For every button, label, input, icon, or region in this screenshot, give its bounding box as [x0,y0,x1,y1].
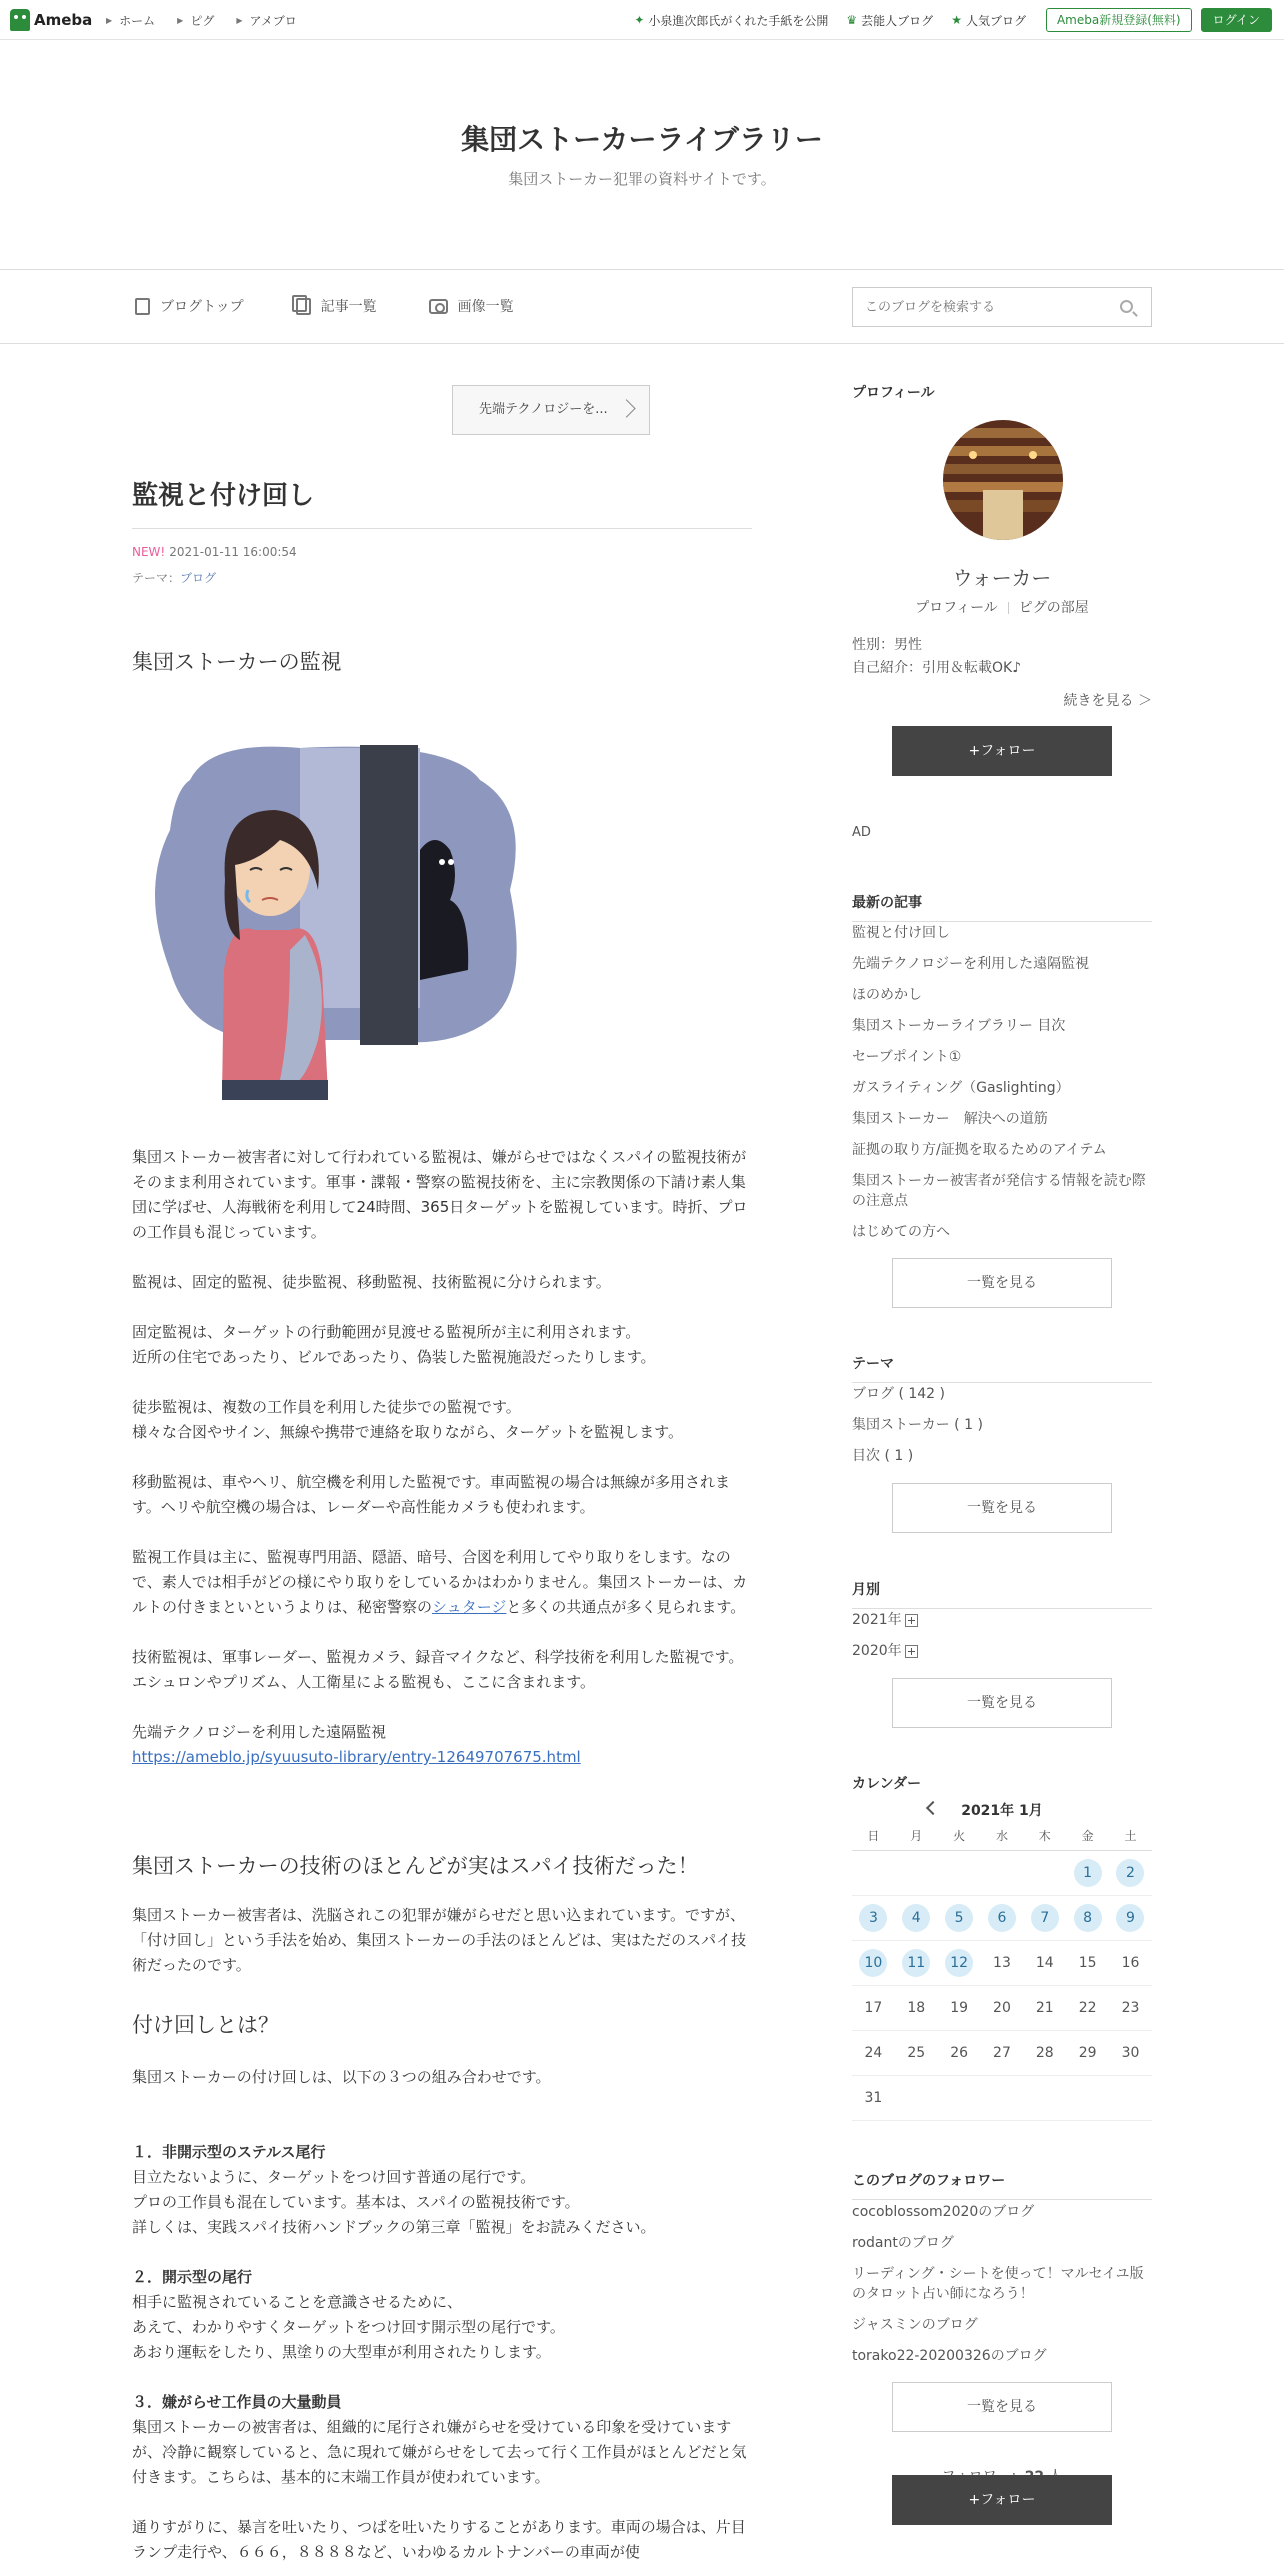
register-button[interactable]: Ameba新規登録(無料) [1046,8,1192,32]
calendar-day [852,2084,895,2112]
paragraph: 先端テクノロジーを利用した遠隔監視 [132,1723,387,1741]
calendar-week [852,1941,1152,1986]
calendar-day [1066,1994,1109,2022]
calendar-day [938,2082,981,2114]
follower-link[interactable]: torako22-20200326のブログ [852,2348,1047,2364]
calendar-day-number: 6 [988,1904,1016,1932]
paragraph: 集団ストーカーの付け回しは、以下の３つの組み合わせです。 [132,2068,551,2086]
weekday-label: 日 [867,1829,880,1843]
profile-gender: 性別：男性 [852,637,922,653]
triangle-icon: ▶ [177,15,184,25]
expand-icon[interactable] [905,1614,918,1627]
stasi-link[interactable]: シュタージ [432,1598,507,1616]
calendar-day [938,1994,981,2022]
theme-list [852,1384,1152,1477]
calendar-day [938,1857,981,1889]
nav-home[interactable] [106,12,155,29]
month-label: 2020年 [852,1643,902,1659]
calendar-day [938,2039,981,2067]
calendar-day [895,2039,938,2067]
profile-name[interactable]: ウォーカー [952,566,1052,590]
latest-see-all-button[interactable]: 一覧を見る [892,1258,1112,1308]
calendar-day-number: 7 [1031,1904,1059,1932]
sparkle-icon: ✦ [634,13,645,27]
calendar-day-number: 15 [1078,1955,1097,1971]
blog-description: 集団ストーカー犯罪の資料サイトです。 [508,170,776,188]
profile-avatar[interactable] [943,420,1063,540]
paragraph [132,1545,752,1620]
paragraph: 移動監視は、車やヘリ、航空機を利用した監視です。車両監視の場合は無線が多用されます。ヘリや航空機の場合は、レーダーや高性能カメラも使われます。 [132,1473,731,1516]
calendar-weekdays [852,1827,1152,1851]
calendar-day[interactable] [895,1949,938,1977]
entry-list-label: 記事一覧 [320,299,377,315]
calendar-day-number: 26 [950,2045,969,2061]
monthly-heading: 月別 [852,1579,1152,1609]
global-right-links [616,0,1272,40]
list-item-text: あおり運転をしたり、黒塗りの大型車が利用されたりします。 [132,2343,551,2361]
image-list-label: 画像一覧 [457,299,514,315]
entry-date: 2021-01-11 16:00:54 [169,545,297,559]
list-item-text: 目立たないように、ターゲットをつけ回す普通の尾行です。 [132,2168,536,2186]
calendar-day-number [945,1857,973,1885]
divider [1008,602,1009,614]
theme-item[interactable]: 目次 ( 1 ) [852,1448,914,1464]
calendar-day [1109,2082,1152,2114]
global-nav [106,0,319,40]
new-badge: NEW! [132,545,166,559]
calendar-day [852,1994,895,2022]
calendar-day-number: 21 [1035,2000,1054,2016]
paragraph: 近所の住宅であったり、ビルであったり、偽装した監視施設だったりします。 [132,1348,656,1366]
latest-entry-link[interactable]: セーブポイント① [852,1049,962,1065]
follower-link[interactable]: cocoblossom2020のブログ [852,2204,1035,2220]
calendar-day-number: 30 [1121,2045,1140,2061]
ad-label: AD [852,825,871,840]
calendar-day[interactable] [938,1949,981,1977]
global-header [0,0,1284,40]
profile-more-link[interactable]: 続きを見る ＞ [1063,693,1152,709]
calendar-day[interactable] [1109,1859,1152,1887]
nav-ameblo-label: アメブロ [249,13,297,28]
latest-entry-link[interactable]: ほのめかし [852,987,922,1003]
section-heading: 集団ストーカーの監視 [132,650,342,674]
theme-item[interactable]: 集団ストーカー ( 1 ) [852,1417,983,1433]
calendar-day-number [988,1857,1016,1885]
ameba-logo[interactable] [10,8,92,32]
calendar-day [852,2039,895,2067]
paragraph-text: 監視工作員は主に、監視専門用語、隠語、暗号、合図を利用してやり取りをします。なので、素人では相手がどの様にやり取りをしているかはわかりません。集団ストーカーは、カルトの付きまといというよりは、秘密警察の [132,1548,748,1616]
profile-info [852,634,1021,680]
calendar-day [1066,2039,1109,2067]
calendar-day-number: 2 [1116,1859,1144,1887]
calendar-day [852,1857,895,1889]
ameba-logo-icon [10,9,30,31]
list-item-text: 相手に監視されていることを意識させるために、 [132,2293,463,2311]
triangle-icon: ▶ [106,15,113,25]
calendar-day [1109,1994,1152,2022]
section-heading: 集団ストーカーの技術のほとんどが実はスパイ技術だった！ [132,1854,699,1878]
calendar-day-number: 18 [907,2000,926,2016]
calendar-day [981,1857,1024,1889]
calendar-day [981,1949,1024,1977]
calendar-day[interactable] [1066,1859,1109,1887]
calendar-day [1023,1994,1066,2022]
document-icon [135,298,150,315]
star-icon: ★ [951,13,962,27]
paragraph: 徒歩監視は、複数の工作員を利用した徒歩での監視です。 [132,1398,521,1416]
profile-link[interactable]: プロフィール [915,600,998,616]
weekday-label: 木 [1038,1829,1051,1843]
documents-icon [296,298,311,315]
list-item-text: あえて、わかりやすくターゲットをつけ回す開示型の尾行です。 [132,2318,565,2336]
image-list-link[interactable] [429,296,514,316]
list-item-text: プロの工作員も混在しています。基本は、スパイの監視技術です。 [132,2193,580,2211]
paragraph: 監視は、固定的監視、徒歩監視、移動監視、技術監視に分けられます。 [132,1273,611,1291]
follower-link[interactable]: rodantのブログ [852,2235,954,2251]
calendar-day-number [945,2082,973,2110]
calendar-day [981,2039,1024,2067]
nav-ameblo[interactable] [236,12,296,29]
calendar-day [1066,2082,1109,2114]
calendar-day-number: 31 [864,2090,883,2106]
expand-icon[interactable] [905,1645,918,1658]
entry-theme [132,569,216,586]
calendar-month: 2021年 1月 [961,1803,1043,1819]
paragraph: 集団ストーカー被害者に対して行われている監視は、嫌がらせではなくスパイの監視技術がそのまま利用されています。軍事・諜報・警察の監視技術を、主に宗教関係の下請け素人集団に学ばせ、人海戦術を利用して24時間、365日ターゲットを監視しています。時折、プロの工作員も混じっています。 [132,1148,748,1241]
crown-icon: ♛ [846,13,858,27]
profile-intro: 自己紹介：引用＆転載OK♪ [852,660,1022,676]
calendar-day-number [902,2082,930,2110]
calendar-day [895,1994,938,2022]
calendar-day-number: 20 [993,2000,1011,2016]
weekday-label: 土 [1124,1829,1137,1843]
calendar-day [1023,2039,1066,2067]
list-item-title: ３．嫌がらせ工作員の大量動員 [132,2393,342,2411]
paragraph-text: と多くの共通点が多く見られます。 [506,1598,746,1616]
calendar-day [1023,1857,1066,1889]
paragraph: 通りすがりに、暴言を吐いたり、つばを吐いたりすることがあります。車両の場合は、片目ランプ走行や、６６６，８８８８など、いわゆるカルトナンバーの車両が使 [132,2518,746,2561]
prev-entry-button[interactable]: 先端テクノロジーを... [452,385,650,435]
calendar-day-number: 28 [1035,2045,1054,2061]
calendar-day[interactable] [852,1904,895,1932]
month-label: 2021年 [852,1612,902,1628]
camera-icon [429,299,448,314]
paragraph: 技術監視は、軍事レーダー、監視カメラ、録音マイクなど、科学技術を利用した監視です。 [132,1648,744,1666]
calendar-day [1066,1949,1109,1977]
calendar-week [852,1986,1152,2031]
paragraph: エシュロンやプリズム、人工衛星による監視も、ここに含まれます。 [132,1673,596,1691]
calendar-week [852,2076,1152,2121]
month-item[interactable] [852,1610,1152,1630]
list-item-text: 詳しくは、実践スパイ技術ハンドブックの第三章「監視」をお読みください。 [132,2218,656,2236]
calendar-day-number: 11 [902,1949,930,1977]
stalked-woman-illustration [150,740,520,1110]
pig-room-link[interactable]: ピグの部屋 [1018,600,1089,616]
calendar-day-number: 12 [945,1949,973,1977]
latest-entry-link[interactable]: ガスライティング（Gaslighting） [852,1080,1070,1096]
entry-meta [132,545,297,559]
calendar-heading: カレンダー [852,1776,922,1792]
weekday-label: 火 [953,1829,966,1843]
calendar-day-number: 23 [1121,2000,1140,2016]
tailing-types-list [132,2140,752,2565]
latest-entry-link[interactable]: 先端テクノロジーを利用した遠隔監視 [852,956,1090,972]
latest-entry-link[interactable]: 集団ストーカー 解決への道筋 [852,1111,1048,1127]
calendar-day-number: 17 [864,2000,883,2016]
calendar-day[interactable] [852,1949,895,1977]
search-icon[interactable] [1120,300,1133,313]
calendar-day[interactable] [1066,1904,1109,1932]
calendar-day-number [988,2082,1016,2110]
calendar-day-number: 29 [1078,2045,1097,2061]
article-body [132,1145,752,1770]
paragraph: 集団ストーカー被害者は、洗脳されこの犯罪が嫌がらせだと思い込まれています。ですが、「付け回し」という手法を始め、集団ストーカーの手法のほとんどは、実はただのスパイ技術だったのです。 [132,1906,747,1974]
monthly-list [852,1610,1152,1672]
list-item-title: ２．開示型の尾行 [132,2268,253,2286]
calendar-day-number [902,1857,930,1885]
calendar-day-number [1031,2082,1059,2110]
calendar-day [981,1994,1024,2022]
theme-heading: テーマ [852,1353,1152,1383]
calendar-day [981,2082,1024,2114]
calendar-day-number [1116,2082,1144,2110]
blog-title[interactable]: 集団ストーカーライブラリー [461,123,823,156]
latest-entry-link[interactable]: 証拠の取り方/証拠を取るためのアイテム [852,1142,1107,1158]
follow-button[interactable]: +フォロー [892,726,1112,776]
calendar-day [1023,1949,1066,1977]
monthly-see-all-button[interactable]: 一覧を見る [892,1678,1112,1728]
triangle-icon: ▶ [236,15,243,25]
followers-list [852,2202,1152,2377]
featured-link[interactable] [634,12,828,29]
calendar-day-number: 25 [907,2045,926,2061]
section-heading: 付け回しとは？ [132,2013,279,2037]
calendar-day [895,1857,938,1889]
follower-link[interactable]: ジャスミンのブログ [852,2317,978,2333]
follower-link[interactable]: リーディング・シートを使って！マルセイユ版のタロット占い師になろう！ [852,2266,1144,2302]
calendar-day-number: 4 [902,1904,930,1932]
calendar-day-number: 22 [1078,2000,1097,2016]
followers-see-all-button[interactable]: 一覧を見る [892,2382,1112,2432]
theme-label: テーマ： [132,571,181,585]
profile-heading: プロフィール [852,385,935,401]
calendar-day-number [859,1857,887,1885]
list-item-text: 集団ストーカーの被害者は、組織的に尾行され嫌がらせを受けている印象を受けていますが、冷静に観察していると、急に現れて嫌がらせをして去って行く工作員がほとんどだと気付きます。こちらは、基本的に末端工作員が使われています。 [132,2418,747,2486]
popular-blog-label: 人気ブログ [965,13,1026,28]
calendar-week [852,1896,1152,1941]
search-input[interactable] [865,288,1105,326]
calendar-grid [852,1827,1152,2121]
entry-list-link[interactable] [296,296,377,316]
calendar-day [1023,2082,1066,2114]
calendar-week [852,1851,1152,1896]
calendar-day-number: 8 [1074,1904,1102,1932]
nav-pig[interactable] [177,12,214,29]
latest-entry-link[interactable]: はじめての方へ [852,1224,950,1240]
weekday-label: 月 [910,1829,923,1843]
calendar-day-number [1031,1857,1059,1885]
calendar-day-number: 1 [1074,1859,1102,1887]
related-entry-link[interactable]: https://ameblo.jp/syuusuto-library/entry-12649707675.html [132,1748,581,1766]
nav-pig-label: ピグ [190,13,215,28]
theme-link[interactable]: ブログ [180,571,217,585]
login-button[interactable]: ログイン [1201,8,1272,32]
weekday-label: 水 [995,1829,1008,1843]
latest-entries-list [852,923,1152,1253]
featured-link-label: 小泉進次郎氏がくれた手紙を公開 [648,13,829,28]
calendar-day-number: 10 [859,1949,887,1977]
list-item-title: １．非開示型のステルス尾行 [132,2143,326,2161]
blog-top-label: ブログトップ [160,299,244,315]
entry-title[interactable]: 監視と付け回し [132,475,752,529]
calendar-day[interactable] [981,1904,1024,1932]
calendar-day-number: 5 [945,1904,973,1932]
follow-button-bottom[interactable]: +フォロー [892,2475,1112,2525]
latest-entry-link[interactable]: 集団ストーカーライブラリー 目次 [852,1018,1066,1034]
paragraph: 固定監視は、ターゲットの行動範囲が見渡せる監視所が主に利用されます。 [132,1323,641,1341]
blog-search [852,287,1152,327]
ameba-logo-text: Ameba [34,11,93,29]
month-item[interactable] [852,1641,1152,1661]
profile-links [852,597,1152,617]
calendar-week [852,2031,1152,2076]
followers-heading: このブログのフォロワー [852,2170,1152,2200]
calendar-day-number: 14 [1035,1955,1054,1971]
calendar-day-number: 9 [1116,1904,1144,1932]
celebrity-blog-label: 芸能人ブログ [861,13,934,28]
latest-entry-link[interactable]: 集団ストーカー被害者が発信する情報を読む際の注意点 [852,1173,1146,1209]
blog-top-link[interactable] [135,296,244,316]
calendar-day-number: 3 [859,1904,887,1932]
latest-entries-heading: 最新の記事 [852,892,1152,922]
theme-see-all-button[interactable]: 一覧を見る [892,1483,1112,1533]
calendar-day-number: 27 [993,2045,1011,2061]
calendar-day[interactable] [1023,1904,1066,1932]
calendar-day[interactable] [938,1904,981,1932]
nav-home-label: ホーム [119,13,156,28]
blog-nav [0,269,1284,344]
calendar-day[interactable] [895,1904,938,1932]
paragraph: 様々な合図やサイン、無線や携帯で連絡を取りながら、ターゲットを監視します。 [132,1423,683,1441]
celebrity-blog-link[interactable] [846,12,933,29]
weekday-label: 金 [1081,1829,1094,1843]
calendar-day [895,2082,938,2114]
latest-entry-link[interactable]: 監視と付け回し [852,925,950,941]
calendar-day-number: 24 [864,2045,883,2061]
calendar-day[interactable] [1109,1904,1152,1932]
calendar-day-number [1074,2082,1102,2110]
calendar-day [1109,2039,1152,2067]
popular-blog-link[interactable] [951,12,1026,29]
calendar-day-number: 19 [950,2000,969,2016]
calendar-day-number: 13 [993,1955,1011,1971]
theme-item[interactable]: ブログ ( 142 ) [852,1386,945,1402]
calendar-day [1109,1949,1152,1977]
calendar-day-number: 16 [1121,1955,1140,1971]
